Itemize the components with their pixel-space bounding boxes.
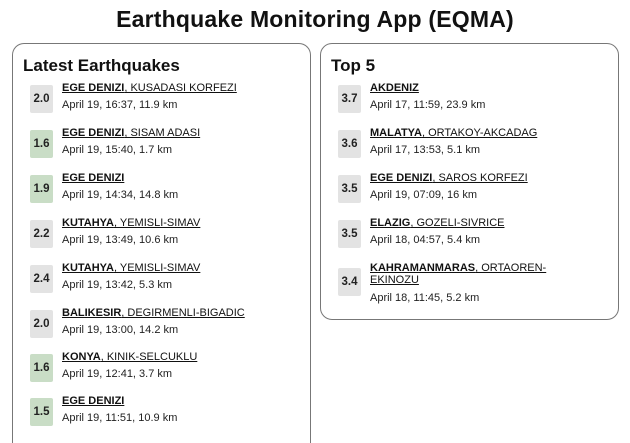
app-title: Earthquake Monitoring App (EQMA) (116, 6, 514, 32)
quake-datetime-depth: April 19, 12:41, 3.7 km (62, 368, 173, 380)
quake-item[interactable] (30, 172, 305, 215)
top5-item[interactable] (338, 262, 613, 311)
quake-datetime-depth: April 19, 16:37, 11.9 km (62, 99, 178, 111)
quake-location-link[interactable]: EGE DENIZI, SISAM ADASI (62, 127, 201, 139)
top5-item[interactable] (338, 127, 613, 170)
magnitude-badge: 3.5 (338, 175, 361, 203)
quake-datetime-depth: April 19, 14:34, 14.8 km (62, 189, 179, 201)
latest-earthquakes-panel (12, 43, 311, 443)
magnitude-badge: 3.7 (338, 85, 361, 113)
magnitude-badge: 2.0 (30, 85, 53, 113)
quake-datetime-depth: April 19, 13:49, 10.6 km (62, 234, 179, 246)
magnitude-badge: 1.9 (30, 175, 53, 203)
quake-location-link[interactable]: EGE DENIZI, KUSADASI KORFEZI (62, 82, 237, 94)
quake-location-link[interactable]: AKDENIZ (370, 82, 419, 94)
quake-datetime-depth: April 19, 07:09, 16 km (370, 189, 478, 201)
quake-item[interactable] (30, 127, 305, 170)
quake-datetime-depth: April 17, 11:59, 23.9 km (370, 99, 486, 111)
quake-datetime-depth: April 19, 13:42, 5.3 km (62, 279, 173, 291)
magnitude-badge: 1.5 (30, 398, 53, 426)
magnitude-badge: 3.4 (338, 268, 361, 296)
top5-panel-title: Top 5 (331, 56, 376, 75)
quake-location-link[interactable]: ELAZIG, GOZELI-SIVRICE (370, 217, 505, 229)
quake-location-link[interactable]: EGE DENIZI, SAROS KORFEZI (370, 172, 528, 184)
quake-item[interactable] (30, 307, 305, 350)
top5-item[interactable] (338, 217, 613, 260)
magnitude-badge: 3.6 (338, 130, 361, 158)
quake-item[interactable] (30, 351, 305, 394)
quake-location-link[interactable]: MALATYA, ORTAKOY-AKCADAG (370, 127, 538, 139)
quake-datetime-depth: April 17, 13:53, 5.1 km (370, 144, 481, 156)
quake-item[interactable] (30, 262, 305, 305)
quake-item[interactable] (30, 217, 305, 260)
magnitude-badge: 1.6 (30, 130, 53, 158)
magnitude-badge: 3.5 (338, 220, 361, 248)
quake-location-link[interactable]: BALIKESIR, DEGIRMENLI-BIGADIC (62, 307, 245, 319)
quake-datetime-depth: April 19, 13:00, 14.2 km (62, 324, 179, 336)
quake-location-link[interactable]: KUTAHYA, YEMISLI-SIMAV (62, 217, 201, 229)
latest-panel-title: Latest Earthquakes (23, 56, 180, 75)
quake-location-link[interactable]: KAHRAMANMARAS, ORTAOREN-EKINOZU (370, 262, 547, 286)
magnitude-badge: 2.2 (30, 220, 53, 248)
quake-location-link[interactable]: EGE DENIZI (62, 395, 125, 407)
quake-location-link[interactable]: KUTAHYA, YEMISLI-SIMAV (62, 262, 201, 274)
quake-datetime-depth: April 19, 11:51, 10.9 km (62, 412, 178, 424)
top5-panel (320, 43, 619, 320)
magnitude-badge: 2.4 (30, 265, 53, 293)
quake-item[interactable] (30, 82, 305, 125)
quake-datetime-depth: April 19, 15:40, 1.7 km (62, 144, 173, 156)
magnitude-badge: 1.6 (30, 354, 53, 382)
magnitude-badge: 2.0 (30, 310, 53, 338)
top5-item[interactable] (338, 82, 613, 125)
top5-item[interactable] (338, 172, 613, 215)
quake-datetime-depth: April 18, 04:57, 5.4 km (370, 234, 481, 246)
quake-item[interactable] (30, 395, 305, 438)
quake-datetime-depth: April 18, 11:45, 5.2 km (370, 292, 480, 304)
quake-location-link[interactable]: EGE DENIZI (62, 172, 125, 184)
quake-location-link[interactable]: KONYA, KINIK-SELCUKLU (62, 351, 198, 363)
